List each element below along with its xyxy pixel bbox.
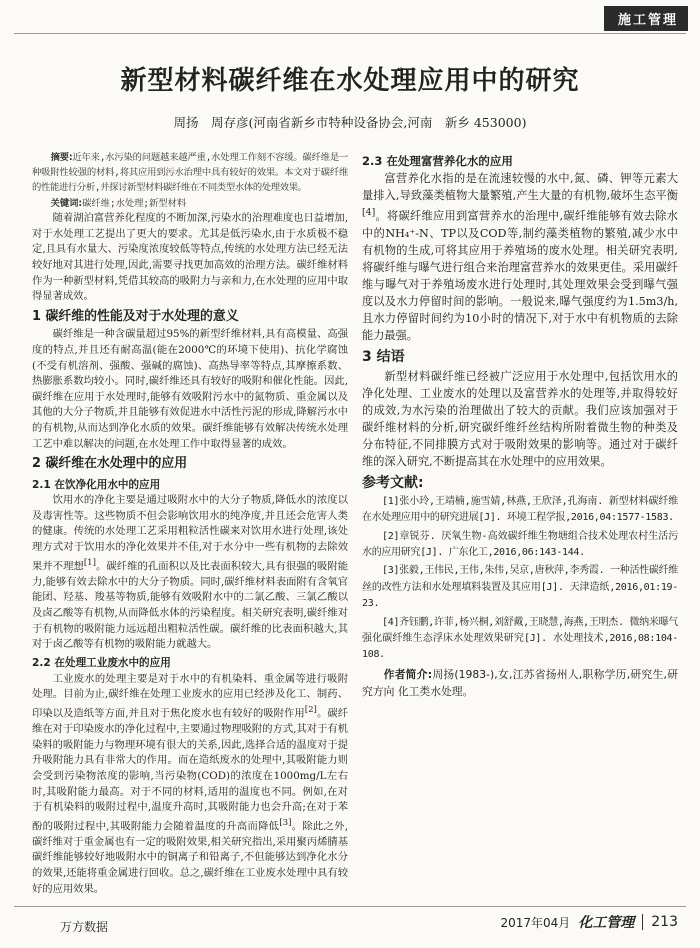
footer-date: 2017年04月	[500, 915, 571, 930]
section-2-1-text-a: 饮用水的净化主要是通过吸附水中的大分子物质,降低水的浓度以及毒害性等。这些物质不但会影响饮用水的纯净度,并且还会危害人类的健康。传统的水处理工艺采用粗粒活性碳来对饮用水进行处理,该处理方式对于饮用水的净化效果并不佳,对于水分中一些有机物的去除效果并不理想	[32, 494, 348, 573]
author-bio	[362, 666, 678, 700]
citation-2: [2]	[304, 704, 317, 715]
footer-divider	[14, 906, 686, 907]
section-1-heading: 1 碳纤维的性能及对于水处理的意义	[32, 309, 239, 325]
abstract-text: 近年来,水污染的问题越来越严重,水处理工作刻不容缓。碳纤维是一种吸附性较强的材料,将其应用到污水治理中具有较好的效果。本文对于碳纤维的性能进行分析,并探讨新型材料碳纤维在不同类型水体的处理效果。	[32, 152, 349, 194]
section-2-2-text-b: 。碳纤维在对于印染废水的净化过程中,主要通过物理吸附的方式,其对于有机染料的吸附能力与物理环境有很大的关系,因此,选择合适的温度对于提升吸附能力具有非常大的作用。而在造纸废水的处理中,其吸附能力则会受到污染物浓度的影响,当污染物(COD)的浓度在1000mg/L左右时,其吸附能力最高。对于不同的材料,适用的温度也不同。例如,在对于有机染料的吸附过程中,温度升高时,其吸附能力也会升高;在对于苯酚的吸附过程中,其吸附能力会随着温度的升高而降低	[32, 707, 348, 833]
author-bio-text: 周扬(1983-),女,江苏省扬州人,职称学历,研究生,研究方向 化工类水处理。	[362, 667, 678, 698]
keywords-text: 碳纤维;水处理;新型材料	[82, 197, 187, 209]
section-tag: 施工管理	[604, 6, 688, 31]
reference-item: [4]齐钰鹏,许菲,杨兴桐,刘舒戴,王晓慧,海燕,王明杰. 微纳米曝气强化碳纤维生态浮床水处理效果研究[J]. 水处理技术,2016,08:104-108.	[362, 616, 678, 661]
citation-3: [3]	[279, 817, 292, 828]
reference-item: [3]张毅,王伟民,王伟,朱伟,吴京,唐秋萍,李秀霞. 一种活性碳纤维丝的改性方法和水处理填料装置及其应用[J]. 天津造纸,2016,01:19-23.	[362, 565, 678, 610]
section-3-heading: 3 结语	[362, 348, 405, 365]
footer-source: 万方数据	[60, 920, 109, 934]
section-2-3-text-a: 富营养化水指的是在流速较慢的水中,氮、磷、钾等元素大量排入,导致藻类植物大量繁殖,产生大量的有机物,破坏生态平衡	[362, 172, 678, 202]
reference-item: [2]章锐芬. 厌氧生物-高效碳纤维生物塘组合技术处理农村生活污水的应用研究[J]. 广东化工,2016,06:143-144.	[362, 530, 678, 558]
citation-1: [1]	[83, 557, 96, 568]
author-bio-label: 作者简介:	[383, 667, 433, 681]
section-2-heading: 2 碳纤维在水处理中的应用	[32, 456, 188, 472]
reference-item: [1]张小玲,王靖楠,施雪婧,林燕,王欣泽,孔海南. 新型材料碳纤维在水处理应用中的研究进展[J]. 环境工程学报,2016,04:1577-1583.	[362, 495, 678, 524]
section-2-2-text-c: 。除此之外,碳纤维对于重金属也有一定的吸附效果,相关研究指出,采用聚丙烯腈基碳纤维能够较好地吸附水中的铜离子和铅离子,不但能够达到净化水分的效果,还能将重金属进行回收。总之,碳纤维在工业废水处理中具有较好的应用效果。	[32, 820, 348, 895]
section-3-text: 新型材料碳纤维已经被广泛应用于水处理中,包括饮用水的净化处理、工业废水的处理以及富营养水的处理等,并取得较好的成效,为水污染的治理做出了较大的贡献。我们应该加强对于碳纤维材料的分析,研究碳纤维纤丝结构所附着微生物的种类及分布特征,不同排膜方式对于吸附效果的影响等。通过对于碳纤维的深入研究,不断提高其在水处理中的应用效果。	[362, 369, 678, 468]
footer-info	[500, 912, 678, 932]
section-2-2-heading: 2.2 在处理工业废水中的应用	[32, 657, 171, 670]
journal-name: 化工管理	[578, 915, 635, 931]
section-2-2-text-a: 工业废水的处理主要是对于水中的有机染料、重金属等进行吸附处理。目前为止,碳纤维在处理工业废水的应用已经涉及化工、制药、印染以及造纸等方面,并且对于焦化废水也有较好的吸附作用	[32, 672, 348, 720]
section-2-1-text-b: 。碳纤维的孔面积以及比表面积较大,具有很强的吸附能力,能够有效去除水中的大分子物质。同时,碳纤维材料表面附有含氧官能团、羟基、羧基等物质,能够有效吸附水中的二氯乙酸、三氯乙酸以及卤乙酸等有机物,从而降低水体的污染程度。相关研究表明,碳纤维对于有机物的吸附能力远远超出粗粒活性碳。碳纤维的比表面积越大,其对于卤乙酸等有机物的吸附能力就越大。	[32, 560, 348, 651]
header-divider	[14, 33, 686, 34]
page-number: 213	[642, 914, 678, 930]
right-column	[362, 150, 678, 700]
section-1-text: 碳纤维是一种含碳量超过95%的新型纤维材料,具有高模量、高强度的特点,并且还有耐高温(能在2000℃的环境下使用)、抗化学腐蚀(不受有机溶剂、强酸、强碱的腐蚀)、高热导率等特点,其摩擦系数、热膨胀系数均较小。同时,碳纤维还具有较好的吸附和催化性能。因此,碳纤维在应用于水处理时,能够有效吸附污水中的氮物质、重金属以及其他的大分子物质,并且能够有效促进水中活性污泥的形成,降解污水中的有机物,从而达到净化水质的效果。碳纤维能够有效解决传统水处理工艺中难以解决的问题,在水处理工作中取得显著的成效。	[32, 328, 348, 450]
intro-paragraph: 随着湖泊富营养化程度的不断加深,污染水的治理难度也日益增加,对于水处理工艺提出了更大的要求。尤其是低污染水,由于水质极不稳定,且具有水量大、污染度浓度较低等特点,传统的水处理方法已经无法较好地对其进行处理,因此,需要寻找更加高效的治理方法。碳纤维材料作为一种新型材料,凭借其较高的吸附力与亲和力,在水处理的应用中取得显著成效。	[32, 212, 348, 303]
section-2-2-text	[32, 672, 348, 898]
left-column	[32, 150, 348, 897]
article-authors: 周扬 周存彦(河南省新乡市特种设备协会,河南 新乡 453000)	[173, 115, 527, 130]
references-heading: 参考文献:	[362, 474, 424, 491]
section-2-3-text	[362, 170, 678, 344]
keywords-label: 关键词:	[50, 197, 83, 209]
article-title: 新型材料碳纤维在水处理应用中的研究	[120, 66, 580, 96]
citation-4: [4]	[362, 207, 376, 218]
abstract-label: 摘要:	[50, 152, 73, 163]
section-2-3-text-b: 。将碳纤维应用到富营养水的治理中,碳纤维能够有效去除水中的NH₄⁺-N、TP以及COD等,制约藻类植物的繁殖,减少水中有机物的生成,可将其应用于养殖场的废水处理。相关研究表明,将碳纤维与曝气进行组合来治理富营养水的效果更佳。采用碳纤维与曝气对于养殖场废水进行处理时,其处理效果会受到曝气强度以及水力停留时间的影响。一般说来,曝气强度约为1.5m3/h,且水力停留时间约为10小时的情况下,对于水中有机物质的去除能力最强。	[362, 209, 678, 342]
keywords	[32, 196, 348, 212]
section-2-1-text	[32, 493, 348, 653]
section-2-3-heading: 2.3 在处理富营养化水的应用	[362, 154, 513, 168]
section-2-1-heading: 2.1 在饮净化用水中的应用	[32, 478, 161, 491]
abstract	[32, 150, 348, 196]
